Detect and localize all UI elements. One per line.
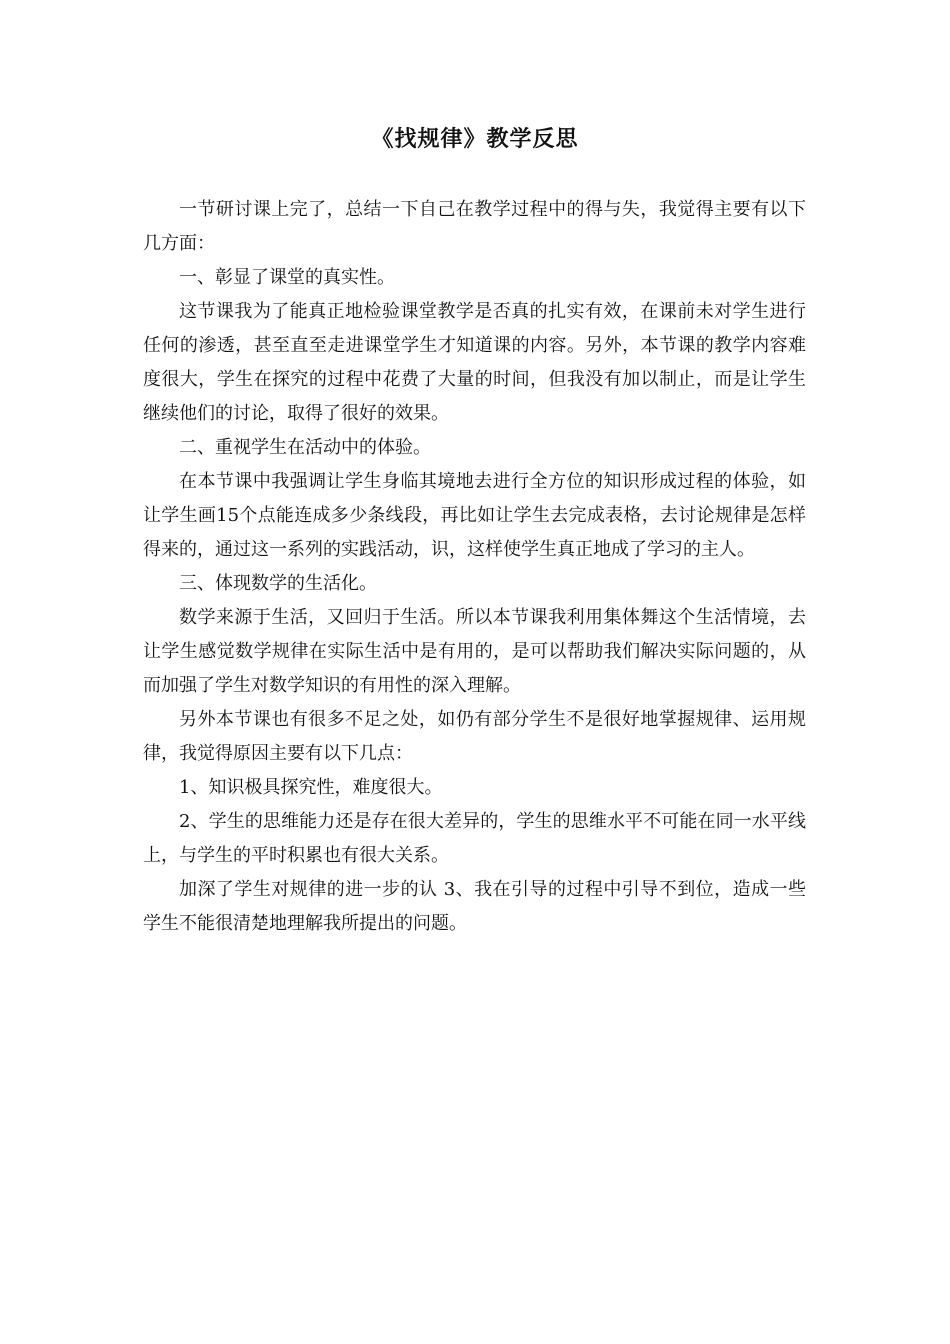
list-item-2: 2、学生的思维能力还是存在很大差异的，学生的思维水平不可能在同一水平线上，与学生的平时积累也有很大关系。 (143, 811, 806, 866)
paragraph-section-2: 在本节课中我强调让学生身临其境地去进行全方位的知识形成过程的体验，如让学生画15个点能连成多少条线段，再比如让学生去完成表格，去讨论规律是怎样得来的，通过这一系列的实践活动，识，这样使学生真正地成了学习的主人。 (143, 471, 806, 560)
document-body (143, 193, 806, 941)
heading-section-2: 二、重视学生在活动中的体验。 (179, 437, 431, 458)
heading-section-3: 三、体现数学的生活化。 (179, 573, 377, 594)
paragraph-section-3: 数学来源于生活，又回归于生活。所以本节课我利用集体舞这个生活情境，去让学生感觉数学规律在实际生活中是有用的，是可以帮助我们解决实际问题的，从而加强了学生对数学知识的有用性的深入理解。 (143, 607, 806, 696)
heading-section-1: 一、彰显了课堂的真实性。 (179, 267, 395, 288)
paragraph-intro: 一节研讨课上完了，总结一下自己在教学过程中的得与失，我觉得主要有以下几方面： (143, 199, 806, 254)
paragraph-shortcomings: 另外本节课也有很多不足之处，如仍有部分学生不是很好地掌握规律、运用规律，我觉得原因主要有以下几点： (143, 709, 806, 764)
document-title: 《找规律》教学反思 (371, 127, 579, 152)
paragraph-section-1: 这节课我为了能真正地检验课堂教学是否真的扎实有效，在课前未对学生进行任何的渗透，甚至直至走进课堂学生才知道课的内容。另外，本节课的教学内容难度很大，学生在探究的过程中花费了大量的时间，但我没有加以制止，而是让学生继续他们的讨论，取得了很好的效果。 (143, 301, 806, 424)
list-item-1: 1、知识极具探究性，难度很大。 (179, 777, 443, 798)
list-item-3: 加深了学生对规律的进一步的认 3、我在引导的过程中引导不到位，造成一些学生不能很清楚地理解我所提出的问题。 (143, 879, 806, 934)
